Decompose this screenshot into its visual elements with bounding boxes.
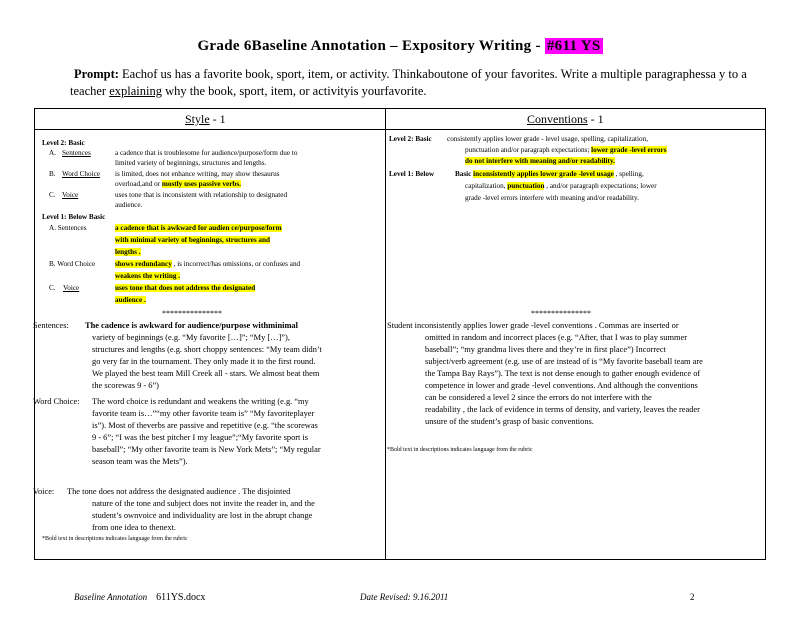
conv-l2-text-2a: punctuation and/or paragraph expectations; <box>465 146 590 154</box>
style-l1-a-text-1-hl: a cadence that is awkward for audien ce/purpose/form <box>115 224 282 232</box>
style-l1-a-text-2 <box>115 236 270 246</box>
style-level-2-heading: Level 2: Basic <box>42 139 85 147</box>
conv-l2-text-3-hl: do not interfere with meaning and/or readability. <box>465 157 615 165</box>
conventions-heading-score: - 1 <box>590 112 604 126</box>
sentences-line-1: The cadence is awkward for audience/purpose withminimal <box>85 321 298 330</box>
style-heading-label: Style <box>185 112 210 126</box>
style-l2-a-label: A. <box>49 149 56 157</box>
style-l1-c-text-1-hl: uses tone that does not address the designated <box>115 284 256 292</box>
style-heading-score: - 1 <box>212 112 226 126</box>
prompt-text-1: Eachof us has a favorite book, sport, item, or activity. Thinkaboutone of your favorites. Write a multiple paragraphessa y to a <box>122 67 747 81</box>
conv-l1-text-1b: inconsistently applies lower grade -level usage <box>473 170 614 178</box>
conv-l1-text-2a: capitalization, <box>465 182 506 190</box>
style-level-1-heading: Level 1: Below Basic <box>42 213 106 221</box>
style-l1-a-text-2-hl: with minimal variety of beginnings, structures and <box>115 236 271 244</box>
style-l2-c-name: Voice <box>62 191 79 199</box>
voice-line-2: nature of the tone and subject does not invite the reader in, and the <box>92 499 315 508</box>
title-text: Grade 6Baseline Annotation – Expository Writing - <box>197 38 541 54</box>
prompt-block <box>70 66 754 100</box>
voice-line-4: from one idea to thenext. <box>92 523 176 532</box>
prompt-text-2a: teacher <box>70 84 107 98</box>
style-l2-b-text-2a: overload,and or <box>115 180 161 188</box>
voice-line-3: student’s ownvoice and individuality are lost in the abrupt change <box>92 511 313 520</box>
word-choice-line-4: 9 - 6”; “I was the best pitcher I my league”;“My favorite sport is <box>92 433 309 442</box>
style-l1-b-text-2-hl: weakens the writing . <box>115 272 181 280</box>
style-l1-a-text-1 <box>115 224 365 234</box>
annotation-table <box>34 108 766 560</box>
conv-body-line-8: readability , the lack of evidence in terms of density, and variety, leaves the reader <box>425 405 700 414</box>
conv-body-line-4: subject/verb agreement (e.g. use of are instead of is “My favorite baseball team are <box>425 357 703 366</box>
prompt-line-2 <box>70 83 754 100</box>
style-l1-a-label: A. Sentences <box>49 224 87 232</box>
conventions-heading-label: Conventions <box>527 112 588 126</box>
style-l1-c-text-2 <box>115 296 146 306</box>
style-l2-b-text-1: is limited, does not enhance writing, may show thesaurus <box>115 170 280 178</box>
conv-l2-text-3 <box>465 157 615 167</box>
conv-l1-text-3: grade -level errors interfere with meaning and/or readability. <box>465 194 639 202</box>
conv-level-2-heading: Level 2: Basic <box>389 135 432 143</box>
style-l2-b-text-2 <box>115 180 241 190</box>
conv-l1-text-1c: , spelling, <box>615 170 644 178</box>
style-l2-b-text-2b: mostly uses passive verbs. <box>161 180 241 188</box>
sentences-line-4: go very far in the tournament. They only made it to the first round. <box>92 357 316 366</box>
footer-file-name: 611YS.docx <box>156 592 206 603</box>
style-l1-a-text-3-hl: lengths . <box>115 248 141 256</box>
style-l2-c-text-2: audience. <box>115 201 143 209</box>
style-l2-b-label: B. <box>49 170 56 178</box>
style-rubric-note: *Bold text in descriptions indicates language from the rubric <box>42 536 188 542</box>
style-l2-a-text-2: limited variety of beginnings, structures and lengths. <box>115 159 267 167</box>
word-choice-line-5: baseball”; “My other favorite team is New York Mets”; “My regular <box>92 445 321 454</box>
conv-l1-text-1a: Basic <box>455 170 472 178</box>
conv-l2-text-2b: lower grade -level errors <box>591 146 667 154</box>
conv-level-1-heading: Level 1: Below <box>389 170 435 178</box>
conv-body-line-7: can be considered a level 2 since the errors do not interfere with the <box>425 393 652 402</box>
style-l1-c-text-2-hl: audience . <box>115 296 146 304</box>
word-choice-line-6: season team was the Mets”). <box>92 457 188 466</box>
word-choice-line-1: The word choice is redundant and weakens the writing (e.g. “my <box>92 397 309 406</box>
conv-body-line-9: unsure of the student’s grasp of basic conventions. <box>425 417 594 426</box>
style-l1-b-label: B. Word Choice <box>49 260 96 268</box>
style-l2-a-text-1: a cadence that is troublesome for audience/purpose/form due to <box>115 149 298 157</box>
voice-line-1: The tone does not address the designated audience . The disjointed <box>67 487 291 496</box>
style-l2-c-label: C. <box>49 191 56 199</box>
prompt-text-2b: explaining <box>109 84 162 98</box>
style-separator-stars: *************** <box>162 309 222 318</box>
style-l1-c-name: Voice <box>63 284 80 292</box>
style-l2-b-name: Word Choice <box>62 170 100 178</box>
word-choice-line-3: is”). Most of theverbs are passive and repetitive (e.g. “the scorewas <box>92 421 318 430</box>
footer-page-number: 2 <box>690 592 695 602</box>
conv-l1-text-2c: , and/or paragraph expectations; lower <box>546 182 657 190</box>
style-l1-b-text-2 <box>115 272 180 282</box>
style-l1-a-text-3 <box>115 248 141 258</box>
document-title <box>0 38 800 55</box>
conv-body-line-2: omitted in random and incorrect places (e.g. “After, that I was to play summer <box>425 333 687 342</box>
conventions-heading <box>527 112 604 127</box>
style-l2-c-text-1: uses tone that is inconsistent with relationship to designated <box>115 191 288 199</box>
conv-l2-text-1: consistently applies lower grade - level usage, spelling, capitalization, <box>447 135 648 143</box>
prompt-label: Prompt: <box>74 67 119 81</box>
conv-l1-text-2b: punctuation <box>507 182 545 190</box>
footer-left-label: Baseline Annotation <box>74 592 148 602</box>
style-l1-c-label: C. <box>49 284 56 292</box>
sample-id-tag: #611 YS <box>546 38 601 54</box>
sentences-line-5: We played the best team Mill Creek all - stars. We almost beat them <box>92 369 320 378</box>
column-divider <box>385 109 386 559</box>
style-l1-c-text-1 <box>115 284 255 294</box>
conv-body-line-3: baseball”; “my grandma lives there and they’re in first place”) Incorrect <box>425 345 666 354</box>
sentences-label: Sentences: <box>33 321 69 330</box>
footer-left <box>74 592 205 603</box>
footer-date-revised: Date Revised: 9.16.2011 <box>360 592 449 602</box>
header-divider <box>35 129 765 130</box>
conventions-rubric-note: *Bold text in descriptions indicates language from the rubric <box>387 447 533 453</box>
style-l2-a-name: Sentences <box>62 149 91 157</box>
style-l1-b-text-1 <box>115 260 300 270</box>
style-l1-b-text-1a: shows redundancy <box>115 260 172 268</box>
style-heading <box>185 112 226 127</box>
prompt-line-1 <box>74 66 754 83</box>
conv-l1-text-1 <box>455 170 644 180</box>
sentences-line-2: variety of beginnings (e.g. “My favorite […]”; “My […]”), <box>92 333 290 342</box>
conv-body-line-5: the Tampa Bay Rays”). The text is not dense enough to gather enough evidence of <box>425 369 701 378</box>
conv-body-line-6: competence in lower and grade -level conventions. And although the conventions <box>425 381 698 390</box>
word-choice-line-2: favorite team is…”“my other favorite team is” “My favoriteplayer <box>92 409 315 418</box>
conv-l1-text-2 <box>465 182 657 192</box>
sentences-line-3: structures and lengths (e.g. short choppy sentences: “My team didn’t <box>92 345 322 354</box>
voice-label: Voice: <box>33 487 55 496</box>
style-l1-b-text-1b: , is incorrect/has omissions, or confuses and <box>173 260 301 268</box>
conv-body-line-1: Student inconsistently applies lower grade -level conventions . Commas are inserted or <box>387 321 679 330</box>
prompt-text-2c: why the book, sport, item, or activityis yourfavorite. <box>165 84 427 98</box>
conventions-separator-stars: *************** <box>531 309 591 318</box>
sentences-line-6: the scorewas 9 - 6”) <box>92 381 159 390</box>
conv-l2-text-2 <box>465 146 667 156</box>
word-choice-label: Word Choice: <box>33 397 80 406</box>
